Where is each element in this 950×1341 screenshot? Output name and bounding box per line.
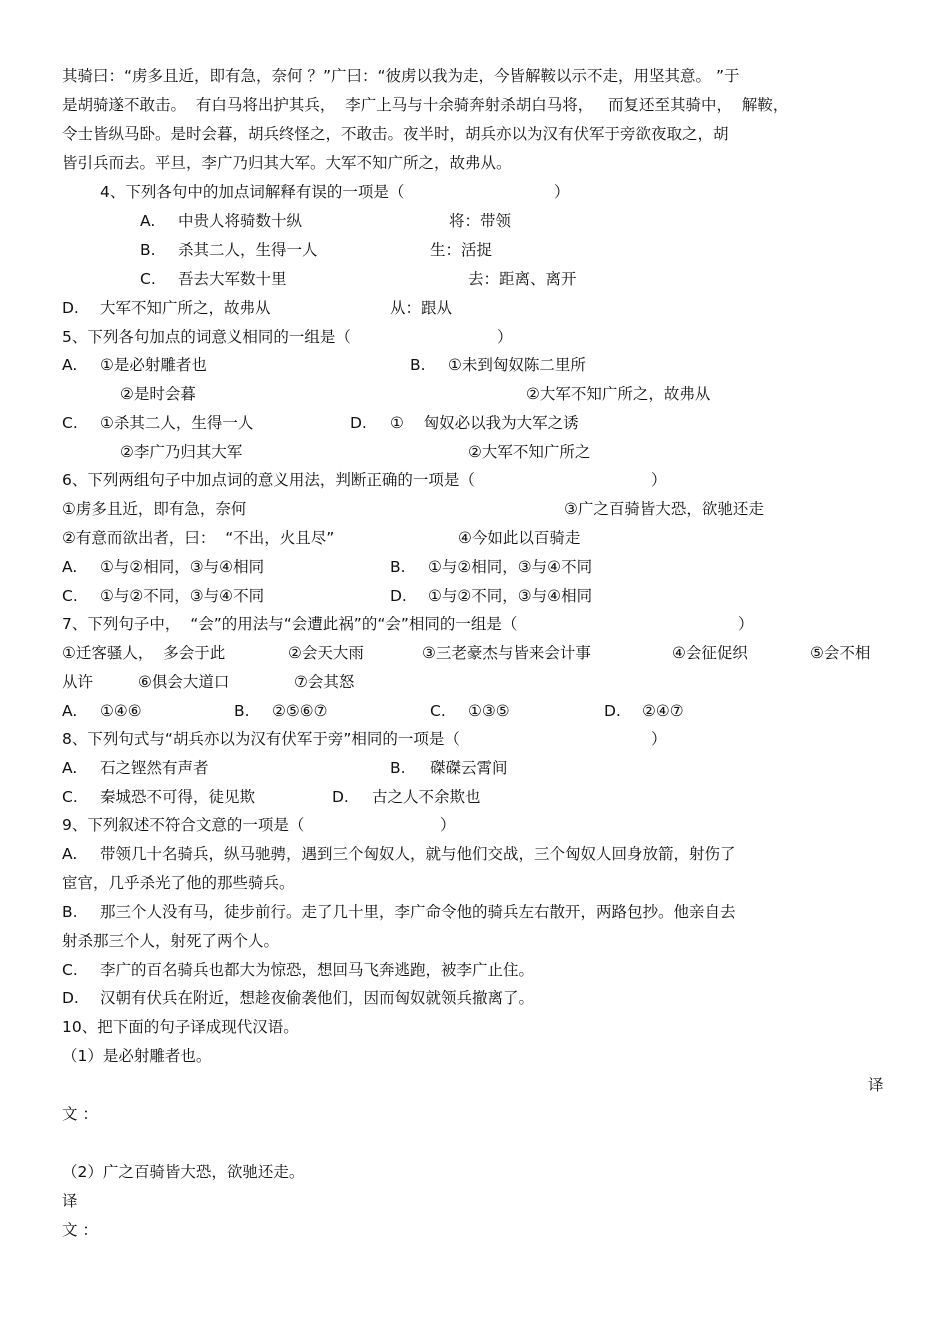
- q4-close: ）: [554, 183, 570, 201]
- q9-option-d-text: 汉朝有伏兵在附近，想趁夜偷袭他们，因而匈奴就领兵撤离了。: [100, 989, 535, 1007]
- q9-option-a-text-1: 带领几十名骑兵，纵马驰骋，遇到三个匈奴人，就与他们交战，三个匈奴人回身放箭，射伤了: [100, 845, 736, 863]
- q9-close: ）: [440, 816, 456, 834]
- passage-line-4: 皆引兵而去。平旦，李广乃归其大军。大军不知广所之，故弗从。: [62, 154, 512, 172]
- q4-option-b-text: 杀其二人，生得一人: [178, 241, 318, 259]
- q5-option-b-item-2: ②大军不知广所之，故弗从: [526, 385, 711, 403]
- q10-sentence-1: （1）是必射雕者也。: [62, 1047, 212, 1065]
- q4-option-c-text: 吾去大军数十里: [178, 270, 287, 288]
- q7-item-5: ⑤会不相: [810, 644, 871, 662]
- q10-sentence-2: （2）广之百骑皆大恐，欲驰还走。: [62, 1163, 305, 1181]
- q7-item-1: ①迁客骚人， 多会于此: [62, 644, 226, 662]
- q10-translation-label-wen-1: 文 ：: [62, 1105, 98, 1123]
- q6-sentence-3: ③广之百骑皆大恐，欲驰还走: [564, 500, 764, 518]
- q4-option-a-def: 将：带领: [449, 212, 512, 230]
- q5-option-d-item-1: ① 匈奴必以我为大军之诱: [390, 414, 579, 432]
- q6-close: ）: [651, 471, 667, 489]
- q5-option-a-item-2: ②是时会暮: [120, 385, 196, 403]
- q9-option-a-letter: A.: [62, 845, 78, 863]
- q6-option-a-text: ①与②相同，③与④相同: [100, 558, 265, 576]
- q8-stem: 8、下列句式与“胡兵亦以为汉有伏军于旁”相同的一项是（: [62, 730, 460, 748]
- q6-option-d-text: ①与②不同，③与④相同: [428, 587, 593, 605]
- q7-option-b-letter: B.: [234, 702, 250, 720]
- q4-option-d-def: 从：跟从: [390, 299, 453, 317]
- q4-option-d-letter: D.: [62, 299, 79, 317]
- q8-option-d-letter: D.: [332, 788, 349, 806]
- q5-option-c-item-2: ②李广乃归其大军: [120, 443, 243, 461]
- q5-option-b-item-1: ①未到匈奴陈二里所: [448, 356, 586, 374]
- q5-option-d-letter: D.: [350, 414, 367, 432]
- q7-stem: 7、下列句子中， “会”的用法与“会遭此祸”的“会”相同的一组是（: [62, 615, 518, 633]
- q8-option-a-text: 石之铿然有声者: [100, 759, 209, 777]
- q4-option-a-text: 中贵人将骑数十纵: [178, 212, 303, 230]
- q6-option-d-letter: D.: [390, 587, 407, 605]
- q10-stem: 10、把下面的句子译成现代汉语。: [62, 1018, 299, 1036]
- q10-translation-label-wen-2: 文 ：: [62, 1221, 98, 1239]
- q7-item-5-continued: 从许: [62, 673, 94, 691]
- q4-option-b-letter: B.: [140, 241, 156, 259]
- q6-sentence-2: ②有意而欲出者，曰： “不出，火且尽”: [62, 529, 335, 547]
- q7-option-a-letter: A.: [62, 702, 78, 720]
- q5-option-c-item-1: ①杀其二人，生得一人: [100, 414, 254, 432]
- q9-option-c-letter: C.: [62, 961, 78, 979]
- passage-line-2: 是胡骑遂不敢击。 有白马将出护其兵， 李广上马与十余骑奔射杀胡白马将， 而复还至其骑中， 解鞍，: [62, 96, 789, 114]
- passage-line-3: 令士皆纵马卧。是时会暮，胡兵终怪之，不敢击。夜半时，胡兵亦以为汉有伏军于旁欲夜取之，胡: [62, 125, 729, 143]
- q9-option-b-letter: B.: [62, 903, 78, 921]
- q7-option-d-text: ②④⑦: [642, 702, 684, 720]
- q9-stem: 9、下列叙述不符合文意的一项是（: [62, 816, 305, 834]
- q10-translation-label-yi-2: 译: [62, 1192, 78, 1210]
- q7-item-2: ②会天大雨: [288, 644, 364, 662]
- q8-option-c-letter: C.: [62, 788, 78, 806]
- q7-item-7: ⑦会其怒: [294, 673, 355, 691]
- q4-stem: 4、下列各句中的加点词解释有误的一项是（: [100, 183, 405, 201]
- q8-option-d-text: 古之人不余欺也: [372, 788, 481, 806]
- q7-option-d-letter: D.: [604, 702, 621, 720]
- q4-option-a-letter: A.: [140, 212, 156, 230]
- q6-sentence-1: ①虏多且近，即有急，奈何: [62, 500, 247, 518]
- q5-close: ）: [497, 328, 513, 346]
- q9-option-c-text: 李广的百名骑兵也都大为惊恐，想回马飞奔逃跑，被李广止住。: [100, 961, 535, 979]
- q5-stem: 5、下列各句加点的词意义相同的一组是（: [62, 328, 351, 346]
- q5-option-b-letter: B.: [410, 356, 426, 374]
- q4-option-b-def: 生：活捉: [430, 241, 493, 259]
- q8-option-b-text: 磔磔云霄间: [430, 759, 508, 777]
- q7-option-b-text: ②⑤⑥⑦: [272, 702, 328, 720]
- q6-option-c-text: ①与②不同，③与④不同: [100, 587, 265, 605]
- q8-close: ）: [651, 730, 667, 748]
- q6-option-a-letter: A.: [62, 558, 78, 576]
- q4-option-d-text: 大军不知广所之，故弗从: [100, 299, 271, 317]
- q7-close: ）: [738, 615, 754, 633]
- q8-option-c-text: 秦城恐不可得，徒见欺: [100, 788, 256, 806]
- q7-item-3: ③三老豪杰与皆来会计事: [422, 644, 591, 662]
- q6-option-b-letter: B.: [390, 558, 406, 576]
- q7-option-c-text: ①③⑤: [468, 702, 510, 720]
- q5-option-a-letter: A.: [62, 356, 78, 374]
- q6-option-b-text: ①与②相同，③与④不同: [428, 558, 593, 576]
- q7-item-4: ④会征促织: [672, 644, 748, 662]
- q7-option-c-letter: C.: [430, 702, 446, 720]
- q6-stem: 6、下列两组句子中加点词的意义用法，判断正确的一项是（: [62, 471, 475, 489]
- q7-item-6: ⑥俱会大道口: [138, 673, 230, 691]
- q8-option-b-letter: B.: [390, 759, 406, 777]
- q4-option-c-letter: C.: [140, 270, 156, 288]
- q10-translation-label-yi-1: 译: [868, 1076, 884, 1094]
- q8-option-a-letter: A.: [62, 759, 78, 777]
- q5-option-d-item-2: ②大军不知广所之: [468, 443, 591, 461]
- q9-option-d-letter: D.: [62, 989, 79, 1007]
- q7-option-a-text: ①④⑥: [100, 702, 142, 720]
- q6-option-c-letter: C.: [62, 587, 78, 605]
- q9-option-b-text-1: 那三个人没有马，徒步前行。走了几十里，李广命令他的骑兵左右散开，两路包抄。他亲自去: [100, 903, 736, 921]
- q9-option-a-text-2: 宦官，几乎杀光了他的那些骑兵。: [62, 874, 295, 892]
- q4-option-c-def: 去：距离、离开: [468, 270, 577, 288]
- q6-sentence-4: ④今如此以百骑走: [458, 529, 581, 547]
- q9-option-b-text-2: 射杀那三个人，射死了两个人。: [62, 932, 280, 950]
- q5-option-c-letter: C.: [62, 414, 78, 432]
- q5-option-a-item-1: ①是必射雕者也: [100, 356, 207, 374]
- passage-line-1: 其骑曰：“虏多且近，即有急，奈何 ？”广曰：“彼虏以我为走，今皆解鞍以示不走，用坚其意。 ”于: [62, 67, 740, 85]
